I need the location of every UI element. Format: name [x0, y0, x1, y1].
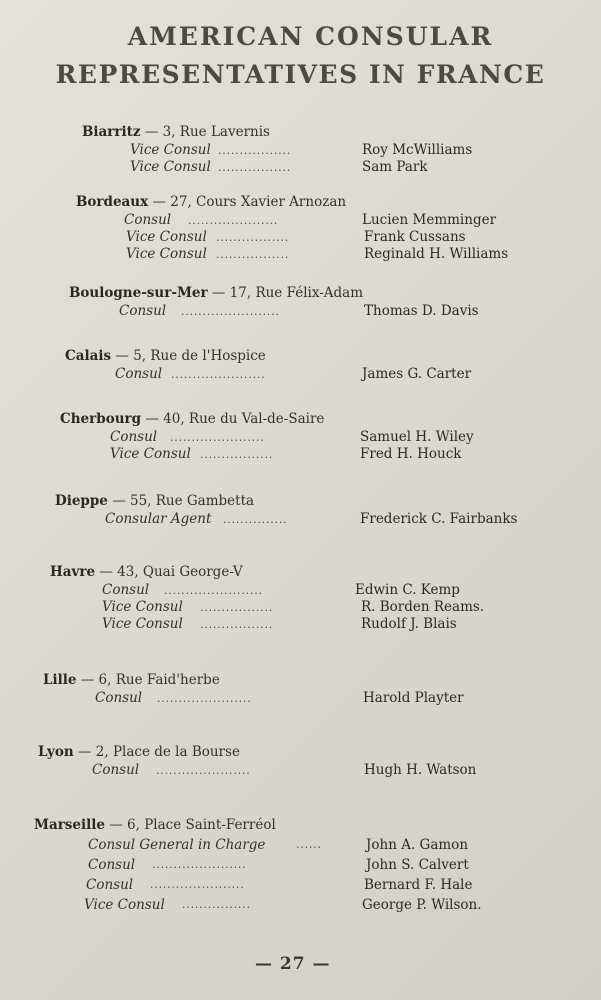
officer-row — [34, 875, 473, 895]
officer-name: George P. Wilson. — [362, 897, 482, 913]
officer-role: Consul — [124, 212, 172, 228]
entry-heading — [69, 283, 363, 303]
officer-role: Vice Consul — [126, 246, 207, 262]
officer-role: Vice Consul — [84, 897, 165, 913]
officer-name: John A. Gamon — [366, 837, 469, 853]
address: — 43, Quai George-V — [99, 564, 243, 580]
officer-name: Roy McWilliams — [362, 142, 473, 158]
leader-dots: ....................... — [164, 584, 263, 597]
consulate-entry-lille — [43, 670, 464, 707]
officer-name: Fred H. Houck — [360, 446, 462, 462]
officer-name: Sam Park — [362, 159, 428, 175]
officer-role: Vice Consul — [126, 229, 207, 245]
entry-heading — [34, 815, 276, 835]
officer-name: Samuel H. Wiley — [360, 429, 474, 445]
leader-dots: ................. — [200, 448, 274, 461]
officer-row — [34, 895, 482, 915]
entry-heading — [43, 670, 220, 690]
leader-dots: ...................... — [152, 858, 247, 871]
city-name: Boulogne-sur-Mer — [69, 285, 208, 301]
officer-name: John S. Calvert — [366, 857, 469, 873]
address: — 3, Rue Lavernis — [144, 124, 270, 140]
leader-dots: ...................... — [150, 878, 245, 891]
officer-row — [34, 835, 469, 855]
leader-dots: ................. — [200, 618, 274, 631]
officer-name: Bernard F. Hale — [364, 877, 473, 893]
officer-name: Rudolf J. Blais — [361, 616, 457, 632]
consulate-entry-boulogne-sur-mer — [69, 283, 479, 320]
officer-role: Vice Consul — [130, 142, 211, 158]
leader-dots: ...................... — [170, 431, 265, 444]
leader-dots: ...................... — [157, 692, 252, 705]
officer-role: Vice Consul — [130, 159, 211, 175]
leader-dots: ................. — [218, 161, 292, 174]
entry-heading — [76, 192, 346, 212]
officer-name: Hugh H. Watson — [364, 762, 477, 778]
entry-heading — [50, 562, 243, 582]
leader-dots: ....................... — [181, 305, 280, 318]
officer-row — [76, 229, 466, 246]
officer-name: Harold Playter — [363, 690, 464, 706]
officer-name: Reginald H. Williams — [364, 246, 509, 262]
officer-row — [69, 303, 479, 320]
officer-row — [65, 366, 472, 383]
consulate-entry-bordeaux — [76, 192, 509, 263]
city-name: Dieppe — [55, 493, 108, 509]
leader-dots: ................. — [200, 601, 274, 614]
officer-row — [76, 246, 509, 263]
consulate-entry-biarritz — [82, 122, 473, 176]
leader-dots: ..................... — [188, 214, 279, 227]
entry-heading — [65, 346, 266, 366]
officer-role: Consul — [92, 762, 140, 778]
officer-row — [50, 582, 460, 599]
officer-row — [60, 429, 474, 446]
city-name: Calais — [65, 348, 112, 364]
leader-dots: ................. — [218, 144, 292, 157]
officer-name: Lucien Memminger — [362, 212, 497, 228]
officer-row — [43, 690, 464, 707]
officer-role: Vice Consul — [102, 616, 183, 632]
entry-heading — [60, 409, 324, 429]
officer-role: Consul — [115, 366, 163, 382]
page-number: — 27 — — [255, 954, 331, 974]
entry-heading — [55, 491, 254, 511]
officer-row — [34, 855, 469, 875]
address: — 40, Rue du Val-de-Saire — [145, 411, 325, 427]
officer-row — [50, 599, 485, 616]
officer-role: Consul — [88, 857, 136, 873]
leader-dots: ...................... — [171, 368, 266, 381]
leader-dots: ................. — [216, 231, 290, 244]
officer-role: Consul — [95, 690, 143, 706]
leader-dots: ................ — [182, 898, 251, 911]
officer-role: Consular Agent — [105, 511, 212, 527]
city-name: Cherbourg — [60, 411, 142, 427]
entry-heading — [38, 742, 240, 762]
leader-dots: ................. — [216, 248, 290, 261]
officer-name: James G. Carter — [362, 366, 472, 382]
address: — 27, Cours Xavier Arnozan — [152, 194, 347, 210]
officer-row — [82, 142, 473, 159]
address: — 6, Place Saint-Ferréol — [109, 817, 276, 833]
officer-role: Vice Consul — [110, 446, 191, 462]
consulate-entry-dieppe — [55, 491, 518, 528]
leader-dots: ............... — [223, 513, 288, 526]
city-name: Bordeaux — [76, 194, 149, 210]
consulate-entry-havre — [50, 562, 485, 633]
officer-name: Thomas D. Davis — [364, 303, 479, 319]
consulate-entry-calais — [65, 346, 472, 383]
officer-role: Consul — [102, 582, 150, 598]
officer-role: Consul — [119, 303, 167, 319]
consulate-entry-cherbourg — [60, 409, 474, 463]
officer-name: Frank Cussans — [364, 229, 466, 245]
leader-dots: ...... — [296, 838, 322, 851]
officer-row — [38, 762, 477, 779]
officer-role: Consul — [86, 877, 134, 893]
address: — 2, Place de la Bourse — [77, 744, 240, 760]
officer-role: Consul — [110, 429, 158, 445]
officer-name: Frederick C. Fairbanks — [360, 511, 518, 527]
entry-heading — [82, 122, 270, 142]
address: — 17, Rue Félix-Adam — [211, 285, 364, 301]
leader-dots: ...................... — [156, 764, 251, 777]
city-name: Havre — [50, 564, 96, 580]
address: — 55, Rue Gambetta — [112, 493, 255, 509]
city-name: Lyon — [38, 744, 74, 760]
officer-row — [55, 511, 518, 528]
consulate-entry-marseille — [34, 815, 482, 915]
officer-row — [60, 446, 462, 463]
consulate-entry-lyon — [38, 742, 477, 779]
city-name: Biarritz — [82, 124, 141, 140]
officer-role: Vice Consul — [102, 599, 183, 615]
officer-role: Consul General in Charge — [88, 837, 266, 853]
city-name: Marseille — [34, 817, 105, 833]
officer-row — [82, 159, 428, 176]
address: — 6, Rue Faid'herbe — [80, 672, 220, 688]
page-title-line-1: AMERICAN CONSULAR — [127, 22, 494, 51]
officer-row — [50, 616, 457, 633]
officer-row — [76, 212, 497, 229]
city-name: Lille — [43, 672, 77, 688]
officer-name: Edwin C. Kemp — [355, 582, 460, 598]
officer-name: R. Borden Reams. — [361, 599, 485, 615]
page-title-line-2: REPRESENTATIVES IN FRANCE — [55, 60, 546, 89]
address: — 5, Rue de l'Hospice — [115, 348, 266, 364]
